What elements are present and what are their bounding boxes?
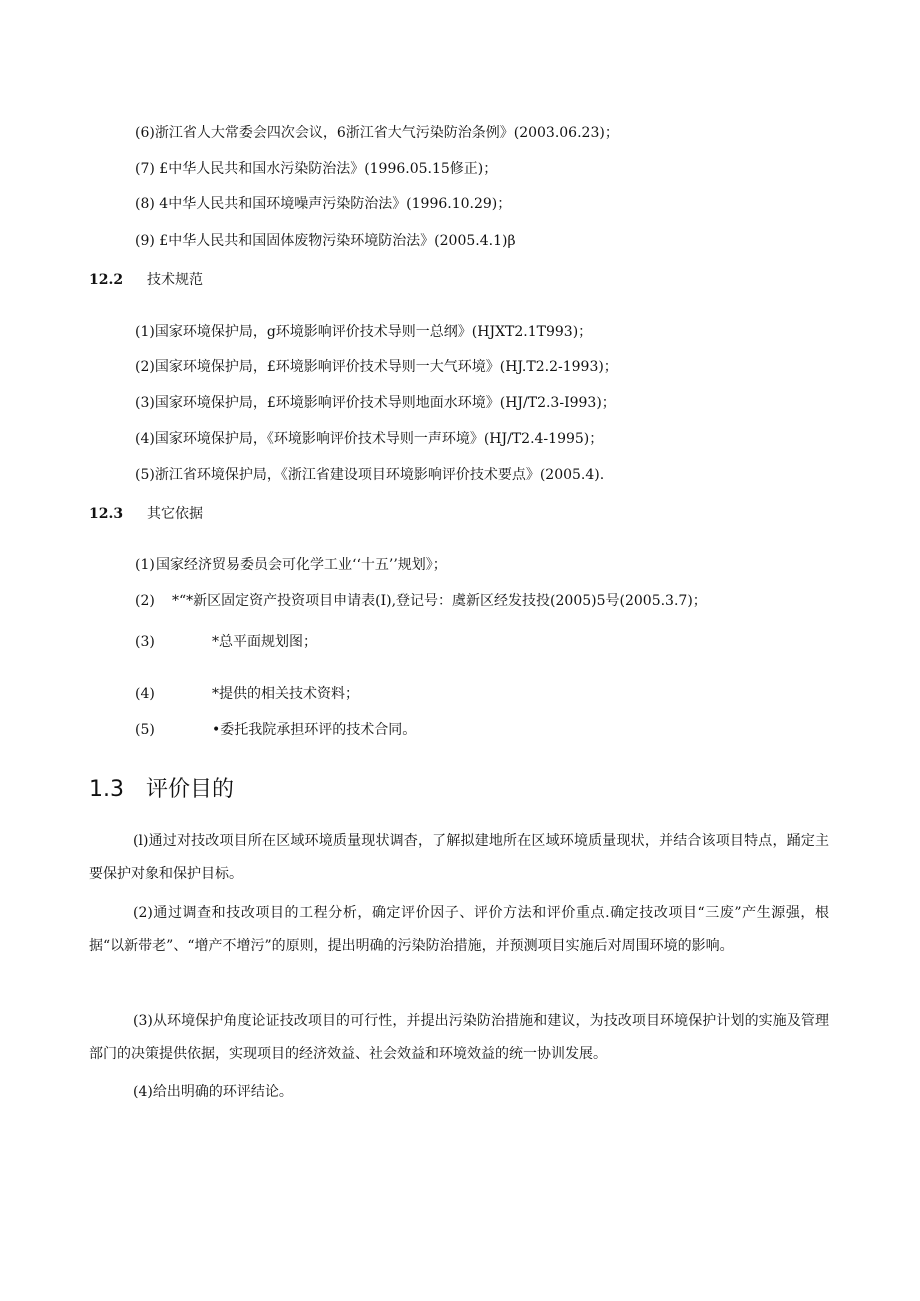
technical-standard-item-5: (5)浙江省环境保护局，《浙江省建设项目环境影响评价技术要点》(2005.4). bbox=[135, 467, 605, 483]
section-title-evaluation-purpose: 评价目的 bbox=[146, 777, 235, 802]
subsection-number-12-2: 12.2 bbox=[89, 272, 124, 288]
section-number-1-3: 1.3 bbox=[89, 777, 124, 802]
other-basis-label-2: (2) bbox=[135, 593, 155, 609]
other-basis-label-1: (1) bbox=[135, 557, 155, 573]
technical-standard-item-3: (3)国家环境保护局，£环境影响评价技术导则地面水环境》(HJ/T2.3-I993)； bbox=[135, 395, 616, 411]
purpose-paragraph-3: (3)从环境保护角度论证技改项目的可行性，并提出污染防治措施和建议，为技改项目环境保护计划的实施及管理部门的决策提供依据，实现项目的经济效益、社会效益和环境效益的统一协训发展。 bbox=[89, 1013, 829, 1062]
technical-standard-item-1: (1)国家环境保护局，g环境影响评价技术导则一总纲》(HJXT2.1T993)； bbox=[135, 324, 593, 340]
legal-basis-item-8: (8) 4中华人民共和国环境噪声污染防治法》(1996.10.29)； bbox=[135, 196, 512, 212]
other-basis-item-1: 国家经济贸易委员会可化学工业‘‘十五’’规划》； bbox=[156, 557, 447, 573]
purpose-paragraph-1: (l)通过对技改项目所在区域环境质量现状调杳，了解拟建地所在区域环境质量现状，并结合该项目特点，踊定主要保护对象和保护目标。 bbox=[89, 833, 829, 882]
technical-standard-item-4: (4)国家环境保护局，《环境影响评价技术导则一声环境》(HJ/T2.4-1995)； bbox=[135, 431, 604, 447]
subsection-title-technical-standards: 技术规范 bbox=[147, 272, 203, 288]
legal-basis-item-9: (9) £中华人民共和国固体废物污染环境防治法》(2005.4.1)β bbox=[135, 233, 516, 249]
other-basis-label-5: (5) bbox=[135, 722, 155, 738]
purpose-paragraph-4: (4)给出明确的环评结论。 bbox=[133, 1084, 293, 1100]
legal-basis-item-6: (6)浙江省人大常委会四次会议，6浙江省大气污染防治条例》(2003.06.23)； bbox=[135, 125, 619, 141]
other-basis-label-3: (3) bbox=[135, 634, 155, 650]
subsection-number-12-3: 12.3 bbox=[89, 506, 124, 522]
other-basis-label-4: (4) bbox=[135, 686, 155, 702]
other-basis-item-3: *总平面规划图； bbox=[212, 634, 317, 650]
subsection-title-other-basis: 其它依据 bbox=[147, 506, 203, 522]
legal-basis-item-7: (7) £中华人民共和国水污染防治法》(1996.05.15修正)； bbox=[135, 161, 498, 177]
technical-standard-item-2: (2)国家环境保护局，£环境影响评价技术导则一大气环境》(HJ.T2.2-1993)； bbox=[135, 359, 618, 375]
other-basis-item-2: *“*新区固定资产投资项目申请表(I),登记号：虞新区经发技投(2005)5号(2005.3.7)； bbox=[172, 593, 707, 609]
purpose-paragraph-2: (2)通过调查和技改项目的工程分析，确定评价因子、评价方法和评价重点.确定技改项目“三废”产生源强，根据“以新带老”、“增产不增污”的原则，提出明确的污染防治措施，并预测项目实施后对周围环境的影响。 bbox=[89, 905, 829, 954]
other-basis-item-5: •委托我院承担环评的技术合同。 bbox=[212, 722, 417, 738]
other-basis-item-4: *提供的相关技术资料； bbox=[212, 686, 359, 702]
